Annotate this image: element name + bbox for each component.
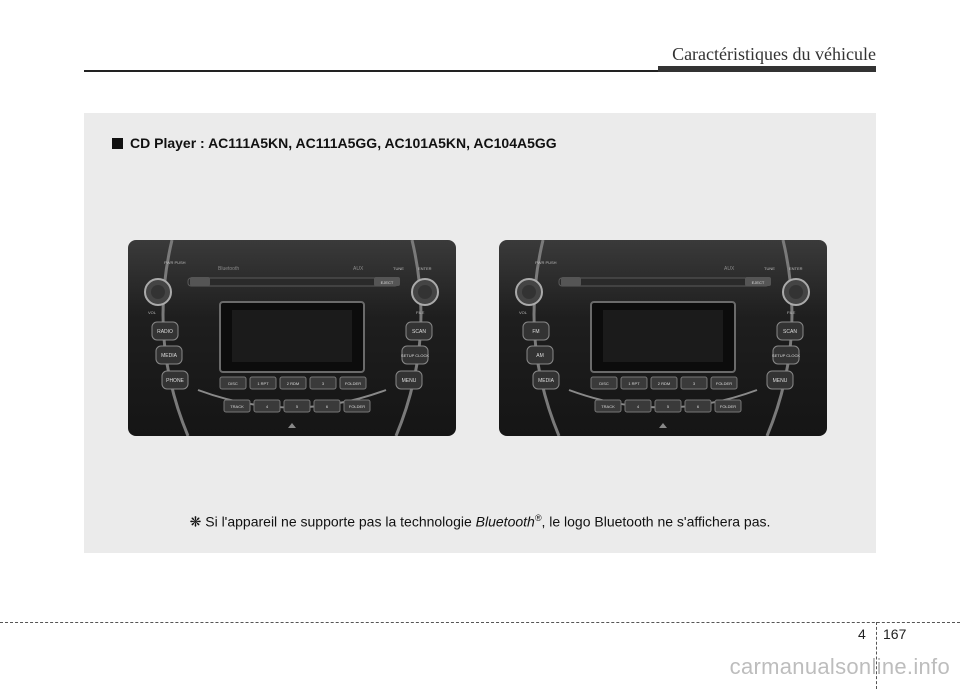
row2-button-3-label: 5 bbox=[295, 404, 299, 409]
power-label: PWR PUSH bbox=[164, 260, 186, 265]
page-number: 167 bbox=[883, 626, 907, 642]
footer-rule bbox=[0, 622, 960, 623]
preset-row-2 bbox=[224, 400, 370, 412]
row2-button-3-label: 5 bbox=[666, 404, 670, 409]
tune-label: TUNE bbox=[764, 266, 775, 271]
row2-button-1-label: TRACK bbox=[601, 404, 615, 409]
preset-row-1 bbox=[220, 377, 366, 389]
file-label: FILE bbox=[416, 310, 425, 315]
cd-player-image-left bbox=[128, 240, 456, 436]
aux-label: AUX bbox=[353, 266, 364, 272]
left-button-2-label: MEDIA bbox=[161, 353, 177, 359]
left-button-3-label: MEDIA bbox=[538, 378, 554, 384]
enter-label: ENTER bbox=[789, 266, 803, 271]
row1-button-5-label: FOLDER bbox=[715, 381, 733, 386]
triangle-icon bbox=[659, 423, 667, 428]
watermark: carmanualsonline.info bbox=[729, 654, 950, 679]
right-button-2-label: SETUP CLOCK bbox=[771, 353, 801, 358]
right-button-1-label: SCAN bbox=[412, 329, 426, 335]
row1-button-1-label: DISC bbox=[228, 381, 238, 386]
row2-button-1-label: TRACK bbox=[230, 404, 244, 409]
eject-label: EJECT bbox=[751, 280, 765, 285]
row2-button-4-label: 6 bbox=[696, 404, 700, 409]
left-button-1-label: RADIO bbox=[157, 329, 173, 335]
cd-player-image-right bbox=[499, 240, 827, 436]
row2-button-2-label: 4 bbox=[636, 404, 640, 409]
row2-button-2-label: 4 bbox=[265, 404, 269, 409]
right-button-2-label: SETUP CLOCK bbox=[400, 353, 430, 358]
bluetooth-logo-text: Bluetooth bbox=[218, 266, 240, 272]
row1-button-3-label: 2 RDM bbox=[657, 381, 671, 386]
right-button-column bbox=[767, 322, 803, 389]
right-button-column bbox=[396, 322, 432, 389]
file-label: FILE bbox=[787, 310, 796, 315]
row2-button-5-label: FOLDER bbox=[719, 404, 737, 409]
vol-label: VOL bbox=[148, 310, 157, 315]
chapter-number: 4 bbox=[858, 626, 866, 642]
row1-button-3-label: 2 RDM bbox=[286, 381, 300, 386]
left-button-1-label: FM bbox=[532, 329, 540, 335]
triangle-icon bbox=[288, 423, 296, 428]
content-panel bbox=[84, 113, 876, 553]
power-label: PWR PUSH bbox=[535, 260, 557, 265]
section-title-text: CD Player : AC111A5KN, AC111A5GG, AC101A5KN, AC104A5GG bbox=[130, 135, 557, 151]
footnote-text-before: Si l'appareil ne supporte pas la technologie bbox=[205, 513, 472, 530]
footnote-brand: Bluetooth bbox=[475, 513, 535, 530]
footnote-text-after: , le logo Bluetooth ne s'affichera pas. bbox=[541, 513, 771, 530]
header-rule-accent bbox=[658, 66, 876, 72]
eject-label: EJECT bbox=[380, 280, 394, 285]
row1-button-4-label: 3 bbox=[692, 381, 696, 386]
tune-label: TUNE bbox=[393, 266, 404, 271]
registered-mark: ® bbox=[534, 513, 542, 523]
preset-row-2 bbox=[595, 400, 741, 412]
row2-button-4-label: 6 bbox=[325, 404, 329, 409]
row1-button-1-label: DISC bbox=[599, 381, 609, 386]
row1-button-5-label: FOLDER bbox=[344, 381, 362, 386]
right-button-3-label: MENU bbox=[401, 378, 417, 384]
footnote bbox=[84, 513, 876, 531]
aux-label: AUX bbox=[724, 266, 735, 272]
right-button-3-label: MENU bbox=[772, 378, 788, 384]
left-button-column bbox=[523, 322, 559, 389]
home-button[interactable] bbox=[190, 277, 210, 286]
row1-button-2-label: 1 RPT bbox=[257, 381, 269, 386]
square-bullet-icon bbox=[112, 138, 123, 149]
enter-label: ENTER bbox=[418, 266, 432, 271]
left-button-2-label: AM bbox=[536, 353, 544, 359]
section-title bbox=[112, 135, 557, 151]
header-title: Caractéristiques du véhicule bbox=[672, 44, 876, 64]
right-button-1-label: SCAN bbox=[783, 329, 797, 335]
preset-row-1 bbox=[591, 377, 737, 389]
row1-button-4-label: 3 bbox=[321, 381, 325, 386]
asterism-icon: ❋ bbox=[189, 513, 202, 530]
row1-button-2-label: 1 RPT bbox=[628, 381, 640, 386]
home-button[interactable] bbox=[561, 277, 581, 286]
vol-label: VOL bbox=[519, 310, 528, 315]
left-button-3-label: PHONE bbox=[166, 378, 184, 384]
row2-button-5-label: FOLDER bbox=[348, 404, 366, 409]
left-button-column bbox=[152, 322, 188, 389]
